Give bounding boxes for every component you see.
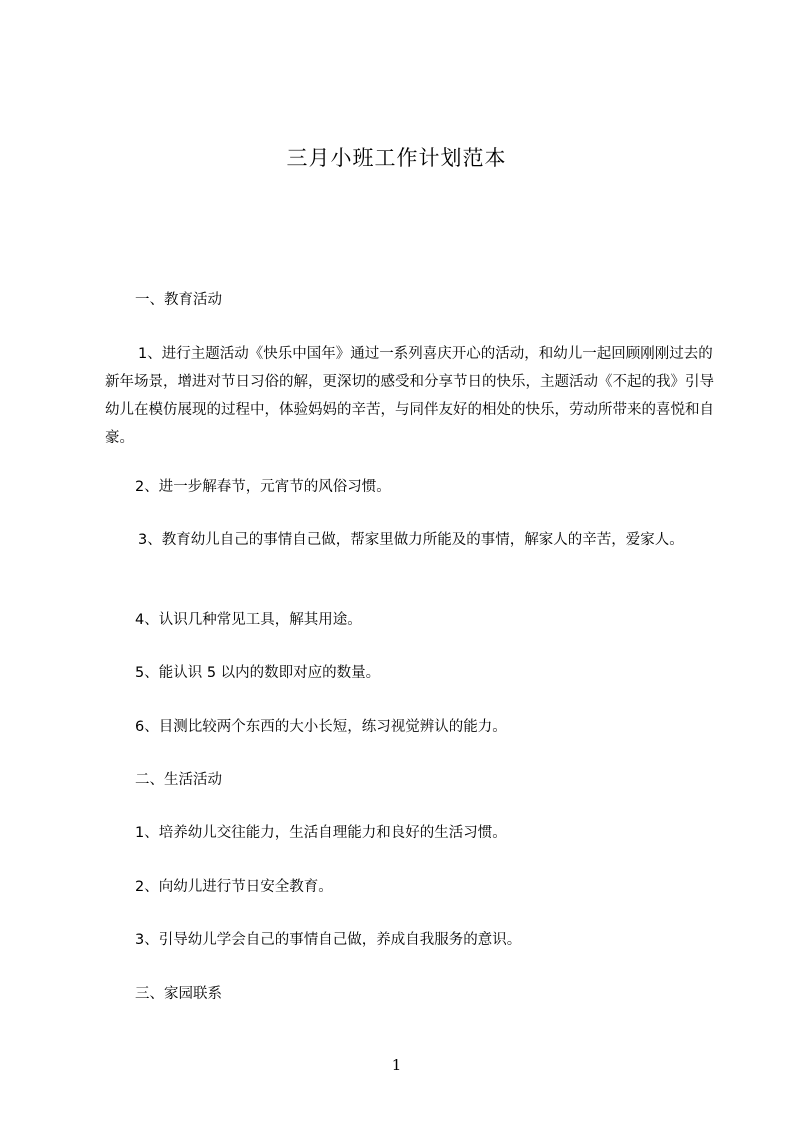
section-heading-education: 一、教育活动 — [135, 292, 222, 308]
paragraph-education-1: 1、进行主题活动《快乐中国年》通过一系列喜庆开心的活动，和幼儿一起回顾刚刚过去的新年场景，增进对节日习俗的解，更深切的感受和分享节日的快乐，主题活动《不起的我》引导幼儿在模仿展现的过程中，体验妈妈的辛苦，与同伴友好的相处的快乐，劳动所带来的喜悦和自豪。 — [105, 346, 714, 446]
paragraph-education-6: 6、目测比较两个东西的大小长短，练习视觉辨认的能力。 — [135, 719, 507, 735]
paragraph-education-3: 3、教育幼儿自己的事情自己做，帮家里做力所能及的事情，解家人的辛苦，爱家人。 — [138, 532, 684, 548]
paragraph-daily-life-2: 2、向幼儿进行节日安全教育。 — [135, 879, 333, 895]
document-title: 三月小班工作计划范本 — [286, 146, 507, 170]
paragraph-education-4: 4、认识几种常见工具，解其用途。 — [135, 612, 362, 628]
section-heading-daily-life: 二、生活活动 — [135, 772, 222, 788]
paragraph-daily-life-3: 3、引导幼儿学会自己的事情自己做，养成自我服务的意识。 — [135, 932, 522, 948]
page-number: 1 — [391, 1056, 402, 1074]
section-heading-home-school: 三、家园联系 — [135, 986, 222, 1002]
paragraph-education-5: 5、能认识 5 以内的数即对应的数量。 — [135, 665, 381, 681]
paragraph-education-2: 2、进一步解春节，元宵节的风俗习惯。 — [135, 479, 391, 495]
paragraph-daily-life-1: 1、培养幼儿交往能力，生活自理能力和良好的生活习惯。 — [135, 825, 507, 841]
